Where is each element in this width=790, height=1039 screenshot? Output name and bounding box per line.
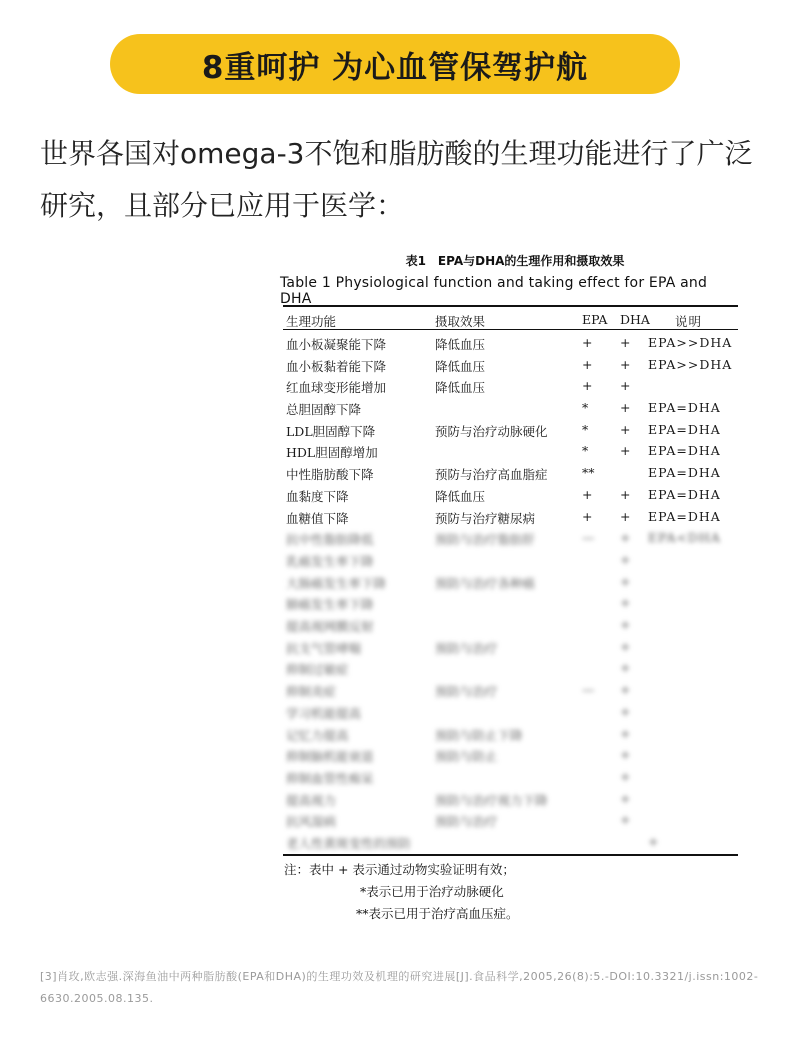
cell-function: 血小板凝聚能下降 [286, 337, 387, 352]
cell-epa: ** [582, 465, 595, 480]
cell-function: 肺癌发生率下降 [286, 597, 374, 612]
cell-effect: 预防与治疗 [435, 641, 498, 656]
cell-dha: + [620, 617, 631, 632]
cell-function: LDL胆固醇下降 [286, 424, 376, 439]
table-bottom-rule [283, 854, 738, 856]
header-notes: 说明 [675, 314, 703, 329]
cell-dha: + [620, 357, 631, 372]
cell-notes: EPA=DHA [648, 443, 721, 458]
cell-dha: + [620, 487, 631, 502]
header-epa: EPA [582, 312, 608, 327]
table-note: 注：表中 + 表示通过动物实验证明有效； [284, 862, 515, 877]
cell-epa: * [582, 443, 589, 458]
table-row [280, 378, 740, 400]
cell-dha: + [620, 660, 631, 675]
table-row-blurred [280, 726, 740, 748]
table-row-blurred [280, 639, 740, 661]
cell-effect: 预防与治疗动脉硬化 [435, 424, 548, 439]
cell-dha: + [620, 639, 631, 654]
cell-dha: + [620, 747, 631, 762]
table-row-blurred [280, 769, 740, 791]
cell-dha: + [620, 335, 631, 350]
table-row [280, 487, 740, 509]
banner-title: 8重呵护 为心血管保驾护航 [201, 49, 589, 86]
table-row-blurred [280, 812, 740, 834]
cell-epa: * [582, 422, 589, 437]
table-row-blurred [280, 574, 740, 596]
cell-dha: + [620, 552, 631, 567]
table-row [280, 465, 740, 487]
cell-epa: + [582, 509, 593, 524]
cell-effect: 降低血压 [435, 337, 486, 352]
table-row [280, 400, 740, 422]
cell-function: 大肠癌发生率下降 [286, 576, 387, 591]
cell-epa: + [582, 378, 593, 393]
cell-effect: 预防与防止下降 [435, 728, 523, 743]
cell-notes: EPA=DHA [648, 422, 721, 437]
title-banner [110, 34, 680, 94]
cell-function: 抑制脑机能衰退 [286, 749, 374, 764]
cell-notes: EPA<DHA [648, 530, 721, 545]
cell-effect: 预防与治疗视力下降 [435, 793, 548, 808]
table-row [280, 335, 740, 357]
cell-function: 抑制血管性痴呆 [286, 771, 374, 786]
table-row [280, 422, 740, 444]
cell-epa: + [582, 335, 593, 350]
cell-function: 提高视力 [286, 793, 337, 808]
cell-function: 抑制过敏症 [286, 662, 349, 677]
table-row-blurred [280, 617, 740, 639]
table-row-blurred [280, 791, 740, 813]
cell-notes: EPA>>DHA [648, 357, 733, 372]
cell-function: 抗风湿病 [286, 814, 337, 829]
cell-function: 血小板黏着能下降 [286, 359, 387, 374]
cell-dha: + [620, 530, 631, 545]
header-function: 生理功能 [286, 314, 337, 329]
cell-notes: EPA=DHA [648, 509, 721, 524]
cell-epa: * [582, 400, 589, 415]
table-row [280, 509, 740, 531]
cell-function: 血黏度下降 [286, 489, 349, 504]
table-row-blurred [280, 682, 740, 704]
cell-effect: 预防与治疗脂肪肝 [435, 532, 536, 547]
table-row [280, 443, 740, 465]
cell-dha: + [620, 682, 631, 697]
cell-dha: + [620, 791, 631, 806]
cell-epa: — [582, 682, 595, 697]
cell-epa: + [582, 357, 593, 372]
table-row [280, 357, 740, 379]
cell-function: HDL胆固醇增加 [286, 445, 378, 460]
cell-function: 记忆力提高 [286, 728, 349, 743]
table-row-blurred [280, 660, 740, 682]
cell-function: 抑制炎症 [286, 684, 337, 699]
cell-dha: + [620, 400, 631, 415]
cell-notes: EPA>>DHA [648, 335, 733, 350]
cell-dha: + [620, 574, 631, 589]
table-caption-en: Table 1 Physiological function and taking effect for EPA and DHA [280, 275, 708, 307]
cell-notes: EPA=DHA [648, 487, 721, 502]
table-row-blurred [280, 704, 740, 726]
cell-dha: + [620, 704, 631, 719]
header-dha: DHA [620, 312, 650, 327]
cell-effect: 降低血压 [435, 489, 486, 504]
cell-dha: + [620, 509, 631, 524]
header-effect: 摄取效果 [435, 314, 486, 329]
cell-notes: EPA=DHA [648, 465, 721, 480]
cell-effect: 预防与治疗 [435, 814, 498, 829]
cell-epa: — [582, 530, 595, 545]
cell-dha: + [620, 726, 631, 741]
cell-function: 中性脂肪酸下降 [286, 467, 374, 482]
cell-function: 学习机能提高 [286, 706, 362, 721]
table-row-blurred [280, 747, 740, 769]
intro-paragraph: 世界各国对omega-3不饱和脂肪酸的生理功能进行了广泛研究，且部分已应用于医学： [40, 137, 753, 222]
cell-function: 乳癌发生率下降 [286, 554, 374, 569]
table-row-blurred [280, 595, 740, 617]
cell-notes: EPA=DHA [648, 400, 721, 415]
cell-function: 抗支气管哮喘 [286, 641, 362, 656]
cell-function: 老人性黄斑变性的预防 [286, 836, 412, 851]
cell-dha: + [620, 812, 631, 827]
cell-dha: + [620, 422, 631, 437]
cell-function: 抗中性脂肪降低 [286, 532, 374, 547]
cell-function: 总胆固醇下降 [286, 402, 362, 417]
table-top-rule [283, 305, 738, 307]
cell-effect: 预防与治疗高血脂症 [435, 467, 548, 482]
table-note: *表示已用于治疗动脉硬化 [360, 884, 504, 899]
table-caption-cn: 表1 EPA与DHA的生理作用和摄取效果 [405, 254, 625, 268]
cell-function: 血糖值下降 [286, 511, 349, 526]
table-row-blurred [280, 834, 740, 856]
cell-dha: + [620, 443, 631, 458]
cell-function: 红血球变形能增加 [286, 380, 387, 395]
cell-epa: + [582, 487, 593, 502]
table-header-rule [283, 329, 738, 330]
reference-citation: [3]肖玫,欧志强.深海鱼油中两种脂肪酸(EPA和DHA)的生理功效及机理的研究进展[J].食品科学,2005,26(8):5.-DOI:10.3321/j.issn:1002-6630.2005.08.135. [40, 970, 759, 1005]
cell-effect: 预防与治疗糖尿病 [435, 511, 536, 526]
cell-effect: 降低血压 [435, 380, 486, 395]
cell-effect: 预防与防止 [435, 749, 498, 764]
table-header-row [280, 312, 740, 334]
table-row-blurred [280, 530, 740, 552]
cell-notes: + [648, 834, 660, 849]
cell-dha: + [620, 378, 631, 393]
epa-dha-table [280, 252, 740, 921]
cell-effect: 预防与治疗 [435, 684, 498, 699]
cell-dha: + [620, 595, 631, 610]
cell-effect: 预防与治疗各种癌 [435, 576, 536, 591]
table-row-blurred [280, 552, 740, 574]
table-note: **表示已用于治疗高血压症。 [356, 906, 519, 921]
cell-dha: + [620, 769, 631, 784]
cell-function: 提高视网膜反射 [286, 619, 374, 634]
cell-effect: 降低血压 [435, 359, 486, 374]
